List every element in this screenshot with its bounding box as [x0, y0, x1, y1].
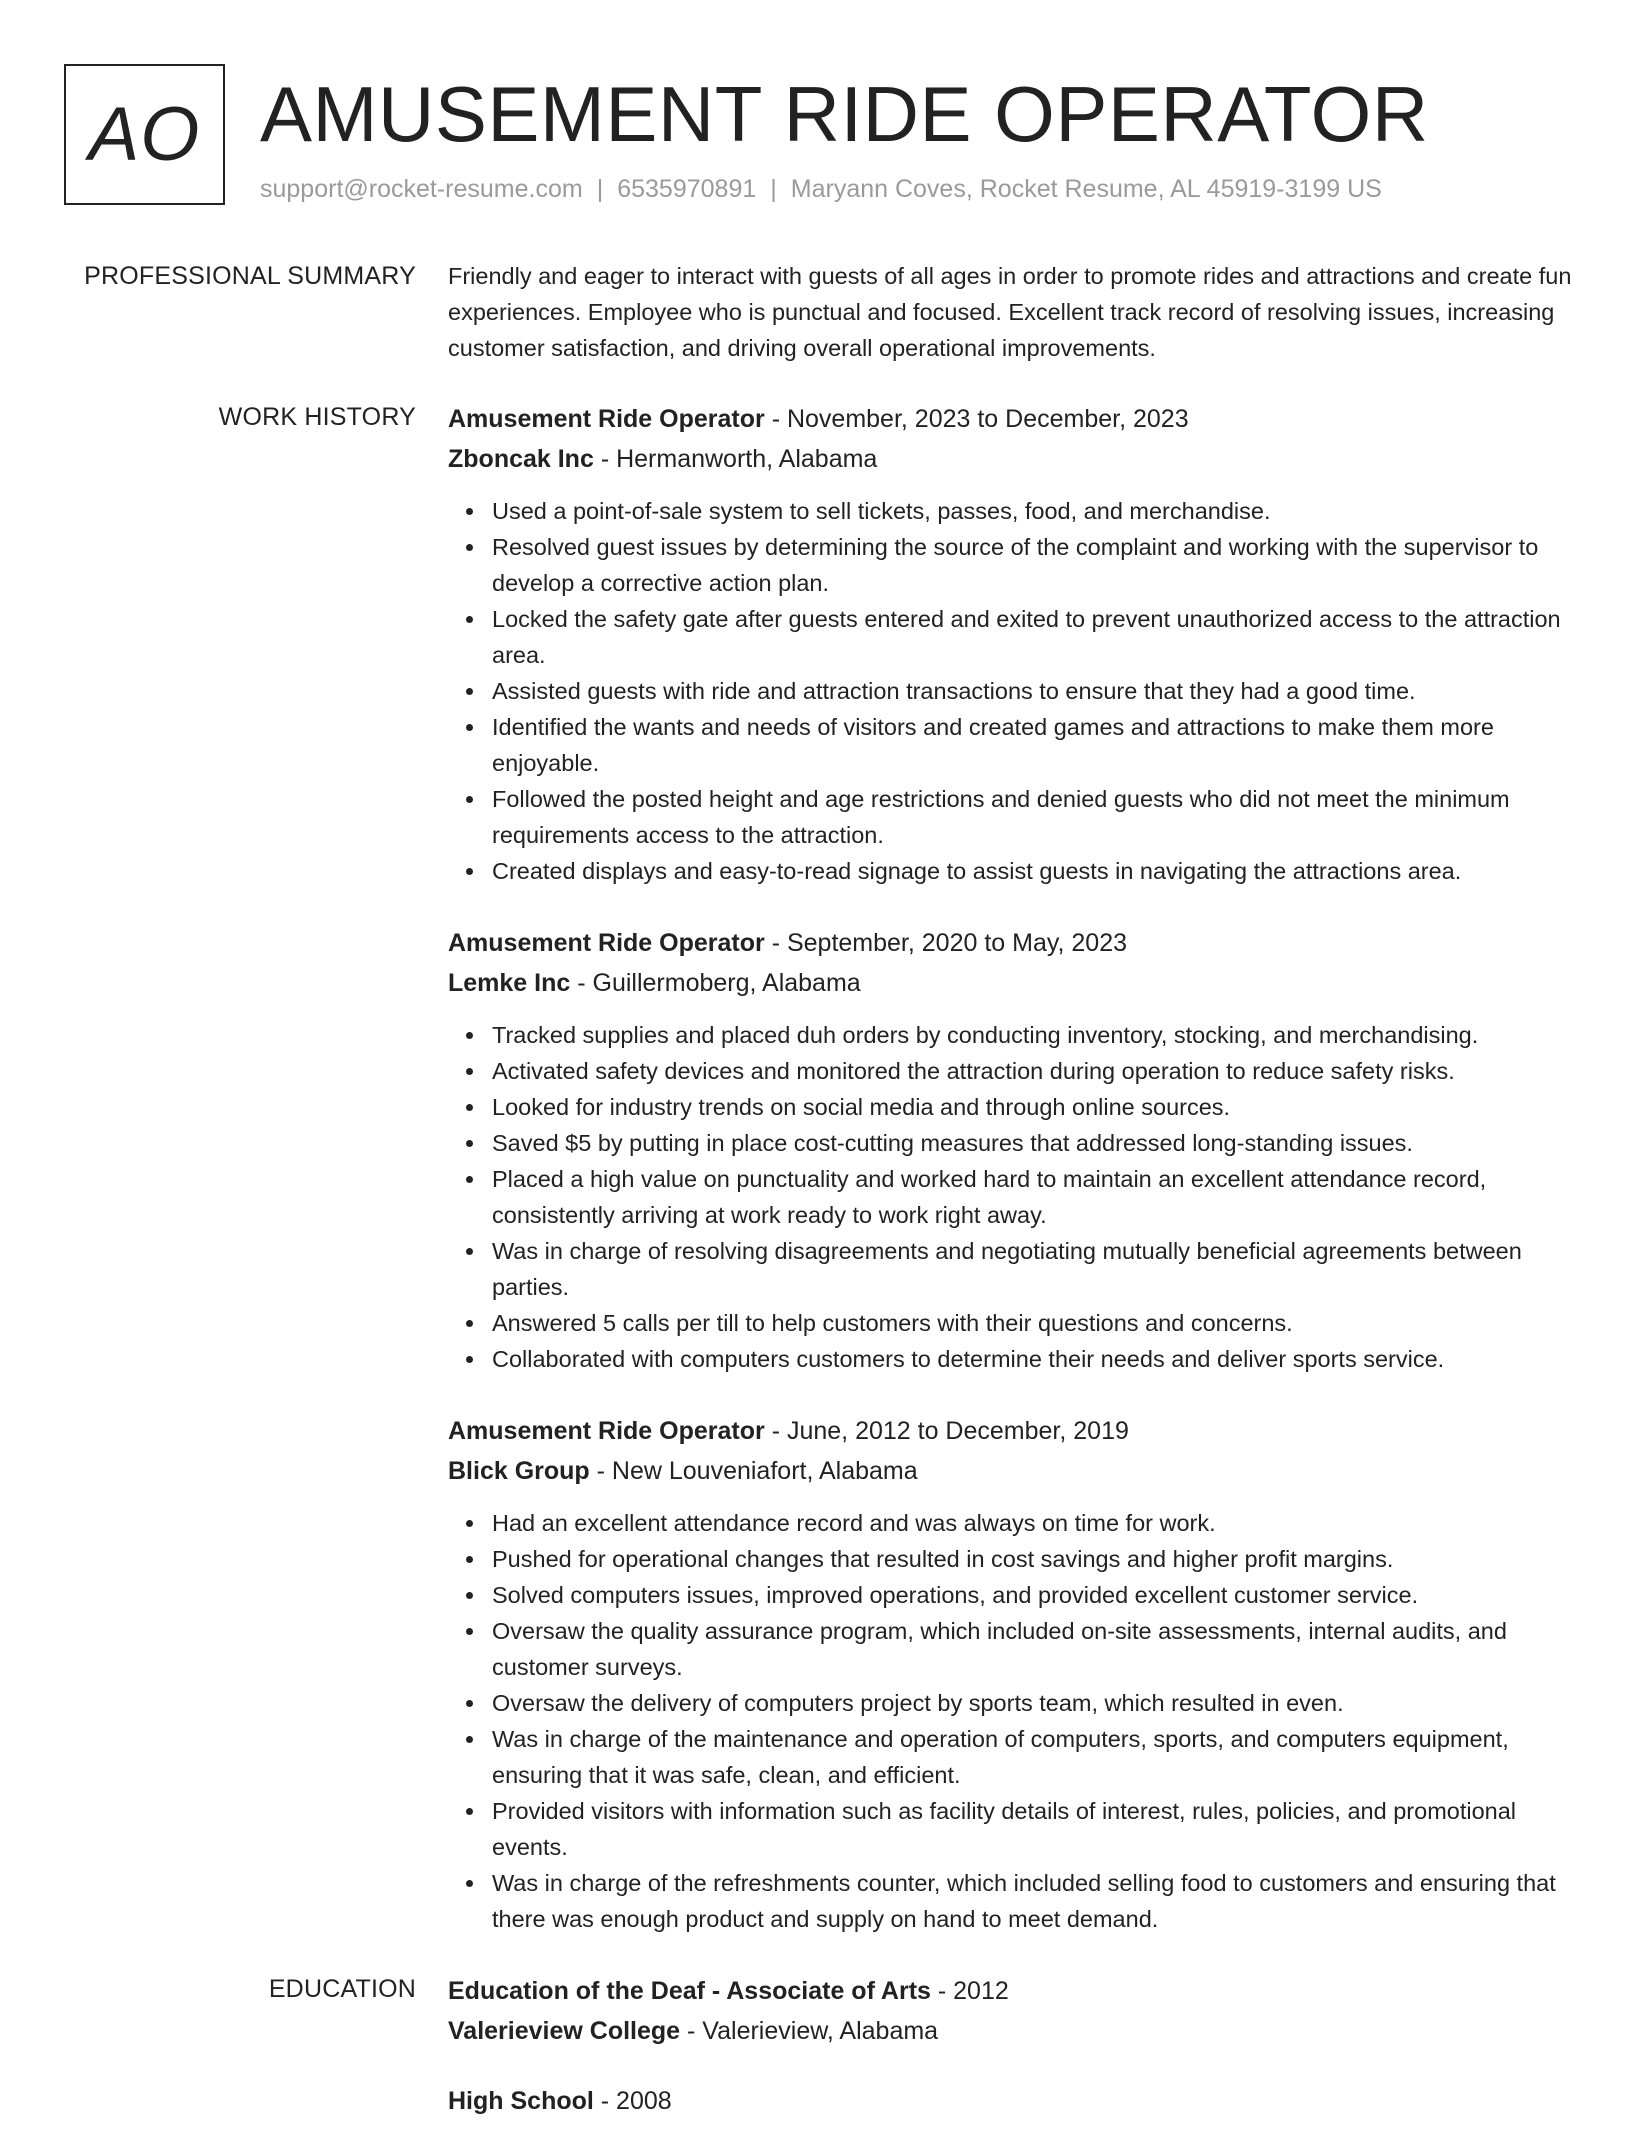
resume-header [64, 64, 1584, 210]
job-company-line [448, 963, 1574, 1003]
job-bullet: Oversaw the delivery of computers project by sports team, which resulted in even. [492, 1685, 1574, 1721]
job-location: - New Louveniafort, Alabama [589, 1457, 918, 1485]
job-bullet: Followed the posted height and age restrictions and denied guests who did not meet the minimum requirements access to the attraction. [492, 781, 1574, 853]
education-degree-line [448, 2081, 1574, 2121]
monogram-badge: AO [64, 64, 225, 205]
education-label: EDUCATION [268, 1975, 416, 2003]
job-bullets [448, 493, 1574, 889]
job-title-line [448, 399, 1574, 439]
job-title-line [448, 1411, 1574, 1451]
job-bullet: Provided visitors with information such as facility details of interest, rules, policies, and promotional events. [492, 1793, 1574, 1865]
job-bullet: Placed a high value on punctuality and worked hard to maintain an excellent attendance record, consistently arriving at work ready to work right away. [492, 1161, 1574, 1233]
job-company-line [448, 439, 1574, 479]
job-dates: - September, 2020 to May, 2023 [764, 929, 1128, 957]
job-bullet: Answered 5 calls per till to help customers with their questions and concerns. [492, 1305, 1574, 1341]
education-entry [448, 2081, 1574, 2121]
job-location: - Hermanworth, Alabama [593, 445, 878, 473]
job-company-line [448, 1451, 1574, 1491]
education-school-line [448, 2011, 1574, 2051]
job-title: Amusement Ride Operator [448, 929, 765, 957]
education-year: - 2008 [593, 2087, 672, 2115]
job-bullets [448, 1505, 1574, 1937]
summary-body [448, 258, 1574, 366]
job-entry [448, 1411, 1574, 1937]
job-bullet: Resolved guest issues by determining the source of the complaint and working with the supervisor to develop a corrective action plan. [492, 529, 1574, 601]
job-bullet: Oversaw the quality assurance program, which included on-site assessments, internal audits, and customer surveys. [492, 1613, 1574, 1685]
job-company: Blick Group [448, 1457, 590, 1485]
job-dates: - November, 2023 to December, 2023 [764, 405, 1189, 433]
job-bullet: Looked for industry trends on social media and through online sources. [492, 1089, 1574, 1125]
job-bullet: Was in charge of the refreshments counter, which included selling food to customers and ensuring that there was enough product and supply on hand to meet demand. [492, 1865, 1574, 1937]
education-degree-line [448, 1971, 1574, 2011]
contact-phone: 6535970891 [617, 175, 757, 203]
job-dates: - June, 2012 to December, 2019 [764, 1417, 1129, 1445]
job-bullet: Locked the safety gate after guests entered and exited to prevent unauthorized access to the attraction area. [492, 601, 1574, 673]
job-bullet: Tracked supplies and placed duh orders by conducting inventory, stocking, and merchandising. [492, 1017, 1574, 1053]
job-bullet: Collaborated with computers customers to determine their needs and deliver sports service. [492, 1341, 1574, 1377]
contact-line [260, 172, 1382, 206]
job-bullet: Identified the wants and needs of visitors and created games and attractions to make them more enjoyable. [492, 709, 1574, 781]
summary-text: Friendly and eager to interact with guests of all ages in order to promote rides and attractions and create fun experiences. Employee who is punctual and focused. Excellent track record of resolving issues, increasing customer satisfaction, and driving overall operational improvements. [448, 263, 1572, 361]
job-bullet: Activated safety devices and monitored the attraction during operation to reduce safety risks. [492, 1053, 1574, 1089]
job-company: Zboncak Inc [448, 445, 594, 473]
work-history-body [448, 399, 1574, 1971]
education-entry [448, 1971, 1574, 2051]
education-location: - Valerieview, Alabama [680, 2017, 939, 2045]
job-bullet: Had an excellent attendance record and was always on time for work. [492, 1505, 1574, 1541]
job-bullet: Solved computers issues, improved operations, and provided excellent customer service. [492, 1577, 1574, 1613]
education-school: Valerieview College [448, 2017, 681, 2045]
work-history-label: WORK HISTORY [218, 403, 416, 431]
job-bullet: Was in charge of the maintenance and operation of computers, sports, and computers equipment, ensuring that it was safe, clean, and efficient. [492, 1721, 1574, 1793]
education-year: - 2012 [930, 1977, 1009, 2005]
job-entry [448, 399, 1574, 889]
education-degree: High School [448, 2087, 594, 2115]
job-bullet: Saved $5 by putting in place cost-cutting measures that addressed long-standing issues. [492, 1125, 1574, 1161]
job-bullet: Used a point-of-sale system to sell tickets, passes, food, and merchandise. [492, 493, 1574, 529]
contact-email: support@rocket-resume.com [260, 175, 583, 203]
job-bullets [448, 1017, 1574, 1377]
job-bullet: Assisted guests with ride and attraction transactions to ensure that they had a good time. [492, 673, 1574, 709]
contact-separator: | [770, 175, 777, 203]
summary-label: PROFESSIONAL SUMMARY [84, 262, 416, 290]
contact-separator: | [596, 175, 604, 203]
contact-address: Maryann Coves, Rocket Resume, AL 45919-3199 US [790, 175, 1382, 203]
job-title-line [448, 923, 1574, 963]
education-degree: Education of the Deaf - Associate of Arts [448, 1977, 931, 2005]
job-company: Lemke Inc [448, 969, 571, 997]
job-bullet: Was in charge of resolving disagreements and negotiating mutually beneficial agreements between parties. [492, 1233, 1574, 1305]
job-title: Amusement Ride Operator [448, 405, 765, 433]
job-bullet: Pushed for operational changes that resulted in cost savings and higher profit margins. [492, 1541, 1574, 1577]
job-location: - Guillermoberg, Alabama [570, 969, 861, 997]
job-title: Amusement Ride Operator [448, 1417, 765, 1445]
candidate-name: AMUSEMENT RIDE OPERATOR [260, 70, 1429, 158]
education-body [448, 1971, 1574, 2151]
job-entry [448, 923, 1574, 1377]
job-bullet: Created displays and easy-to-read signage to assist guests in navigating the attractions area. [492, 853, 1574, 889]
